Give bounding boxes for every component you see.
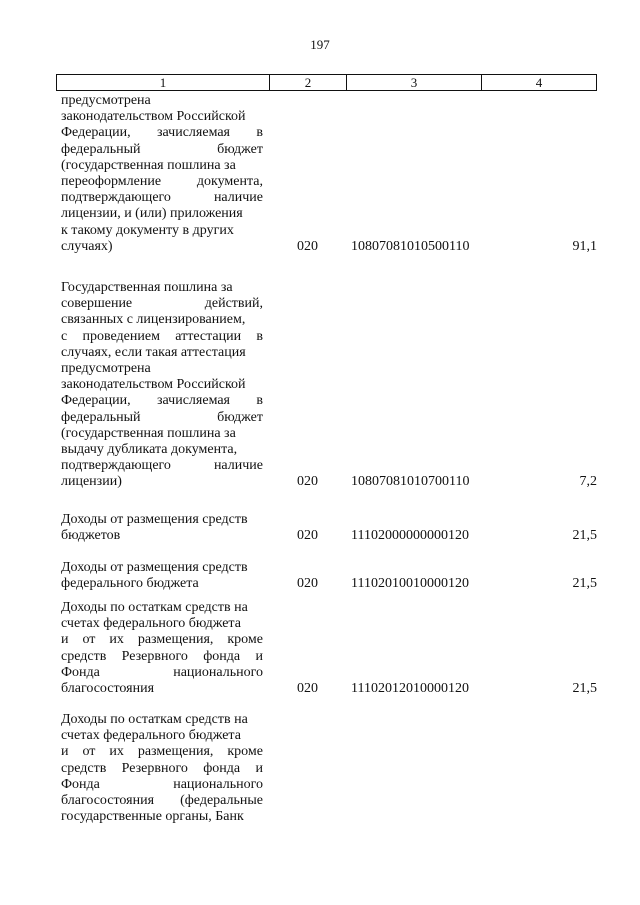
- description-line: к такому документу в других: [61, 222, 234, 238]
- description-line: лицензии, и (или) приложения: [61, 206, 243, 222]
- description-line: законодательством Российской: [61, 109, 246, 125]
- row-amount: 21,5: [572, 681, 597, 696]
- row-description: [61, 93, 263, 255]
- row-code-budget-classification: 10807081010700110: [351, 474, 470, 490]
- row-code-chapter: 020: [297, 528, 318, 544]
- description-line: совершение действий,: [61, 296, 263, 312]
- description-line: подтверждающего наличие: [61, 458, 263, 474]
- row-code-budget-classification: 11102010010000120: [351, 576, 469, 592]
- description-line: Федерации, зачисляемая в: [61, 125, 263, 141]
- header-col-1: 1: [57, 75, 270, 90]
- row-description: [61, 280, 263, 491]
- description-line: Доходы от размещения средств: [61, 560, 248, 575]
- description-line: переоформление документа,: [61, 174, 263, 190]
- description-line: федерального бюджета: [61, 576, 199, 592]
- row-description: [61, 512, 263, 544]
- description-line: с проведением аттестации в: [61, 328, 263, 344]
- description-line: Доходы от размещения средств: [61, 512, 248, 527]
- row-code-budget-classification: 11102000000000120: [351, 528, 469, 544]
- description-line: случаях): [61, 238, 113, 254]
- header-col-4: 4: [535, 75, 543, 90]
- page-number: 197: [310, 37, 330, 52]
- description-line: благосостояния: [61, 681, 155, 697]
- description-line: Фонда национального: [61, 776, 263, 792]
- row-description: [61, 600, 263, 697]
- description-line: подтверждающего наличие: [61, 190, 263, 206]
- description-line: федеральный бюджет: [61, 141, 263, 157]
- row-description: [61, 560, 263, 592]
- table-header-row: [56, 74, 597, 91]
- description-line: благосостояния (федеральные: [61, 793, 263, 809]
- description-line: (государственная пошлина за: [61, 157, 236, 173]
- row-amount: 91,1: [572, 238, 597, 254]
- description-line: и от их размещения, кроме: [61, 632, 263, 648]
- description-line: государственные органы, Банк: [61, 809, 244, 825]
- row-code-chapter: 020: [297, 474, 318, 490]
- row-code-chapter: 020: [297, 681, 318, 696]
- description-line: законодательством Российской: [61, 377, 246, 393]
- header-col-3: 3: [347, 75, 482, 90]
- description-line: Государственная пошлина за: [61, 280, 233, 295]
- row-code-chapter: 020: [297, 238, 318, 254]
- description-line: предусмотрена: [61, 93, 151, 108]
- description-line: бюджетов: [61, 528, 121, 544]
- row-code-budget-classification: 10807081010500110: [351, 238, 470, 254]
- header-col-2: 2: [270, 75, 347, 90]
- description-line: счетах федерального бюджета: [61, 728, 241, 744]
- description-line: Доходы по остаткам средств на: [61, 712, 248, 727]
- description-line: выдачу дубликата документа,: [61, 442, 238, 458]
- description-line: связанных с лицензированием,: [61, 312, 246, 328]
- row-amount: 21,5: [572, 576, 597, 592]
- description-line: средств Резервного фонда и: [61, 648, 263, 664]
- row-code-budget-classification: 11102012010000120: [351, 681, 469, 696]
- description-line: федеральный бюджет: [61, 409, 263, 425]
- description-line: лицензии): [61, 474, 122, 490]
- row-code-chapter: 020: [297, 576, 318, 592]
- description-line: Доходы по остаткам средств на: [61, 600, 248, 615]
- description-line: случаях, если такая аттестация: [61, 344, 246, 360]
- row-amount: 21,5: [572, 528, 597, 544]
- description-line: (государственная пошлина за: [61, 425, 236, 441]
- description-line: предусмотрена: [61, 361, 151, 377]
- description-line: и от их размещения, кроме: [61, 744, 263, 760]
- description-line: счетах федерального бюджета: [61, 616, 241, 632]
- row-amount: 7,2: [579, 474, 597, 490]
- description-line: Федерации, зачисляемая в: [61, 393, 263, 409]
- description-line: средств Резервного фонда и: [61, 760, 263, 776]
- description-line: Фонда национального: [61, 664, 263, 680]
- row-description: [61, 712, 263, 825]
